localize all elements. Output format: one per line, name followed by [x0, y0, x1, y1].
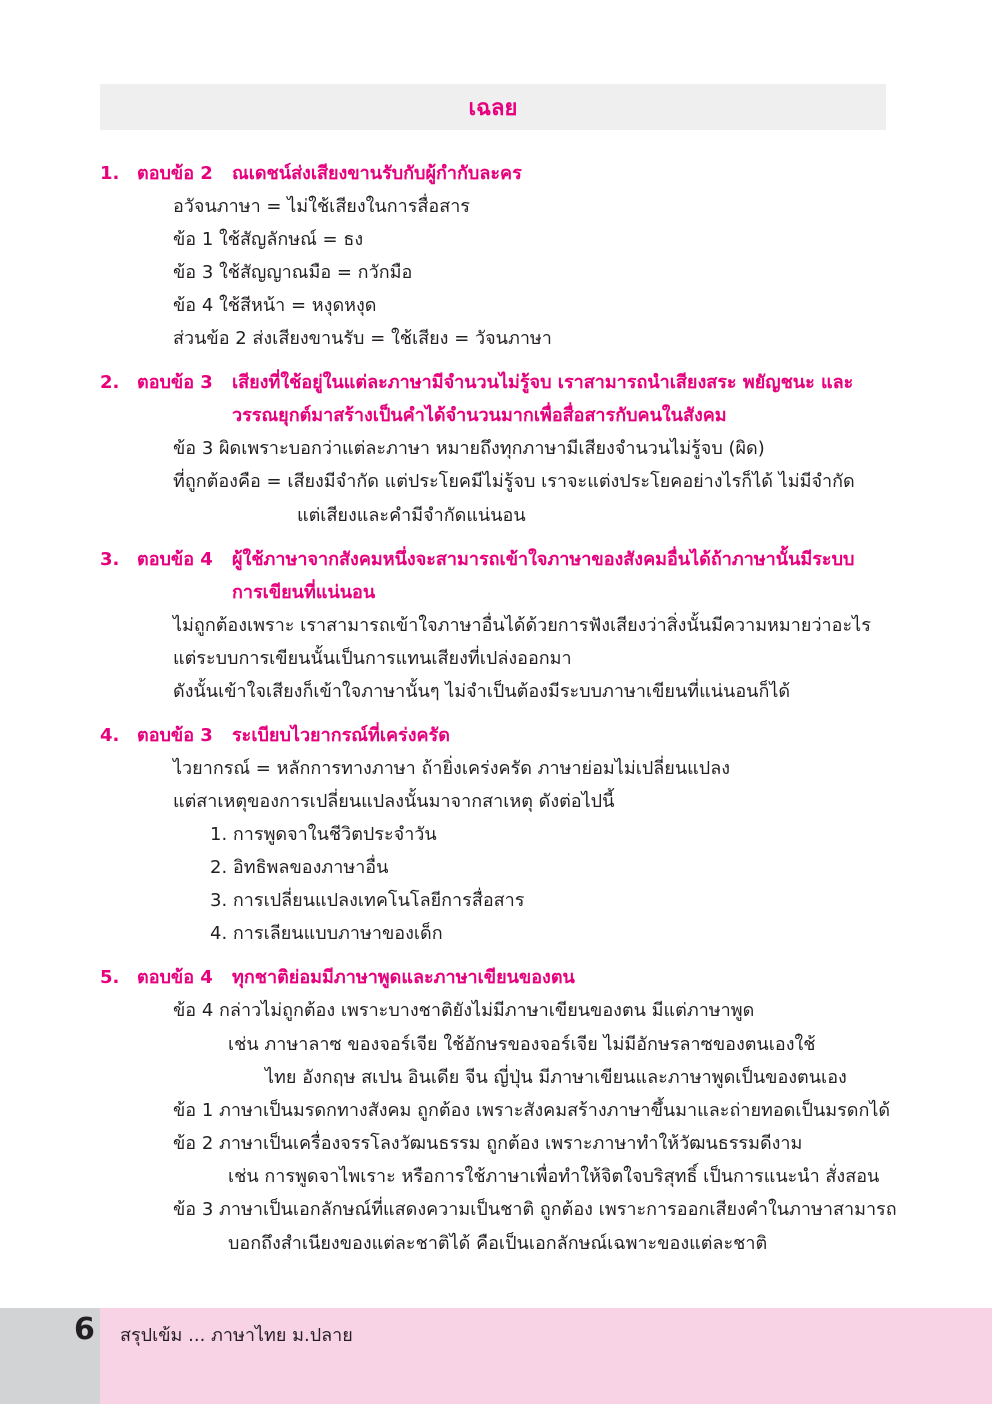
question-number: 4.: [100, 725, 120, 746]
explanation-line: ข้อ 4 ใช้สีหน้า = หงุดหงุด: [173, 295, 377, 316]
explanation-line: ข้อ 2 ภาษาเป็นเครื่องจรรโลงวัฒนธรรม ถูกต้อง เพราะภาษาทำให้วัฒนธรรมดีงาม: [173, 1133, 803, 1154]
answer-text: ทุกชาติย่อมมีภาษาพูดและภาษาเขียนของตน: [232, 967, 575, 988]
answer-text: วรรณยุกต์มาสร้างเป็นคำได้จำนวนมากเพื่อสื่อสารกับคนในสังคม: [232, 405, 727, 426]
explanation-line: บอกถึงสำเนียงของแต่ละชาติได้ คือเป็นเอกลักษณ์เฉพาะของแต่ละชาติ: [228, 1233, 768, 1254]
answer-choice: ตอบข้อ 3: [137, 725, 213, 746]
explanation-line: ข้อ 4 กล่าวไม่ถูกต้อง เพราะบางชาติยังไม่มีภาษาเขียนของตน มีแต่ภาษาพูด: [173, 1000, 755, 1021]
explanation-line: แต่ระบบการเขียนนั้นเป็นการแทนเสียงที่เปล่งออกมา: [173, 648, 572, 669]
list-item: 2. อิทธิพลของภาษาอื่น: [210, 857, 389, 878]
answer-text: การเขียนที่แน่นอน: [232, 582, 376, 603]
answer-key-title-bar: [100, 84, 886, 130]
explanation-line: เช่น ภาษาลาซ ของจอร์เจีย ใช้อักษรของจอร์เจีย ไม่มีอักษรลาซของตนเองใช้: [228, 1034, 816, 1055]
question-number: 1.: [100, 163, 120, 184]
explanation-line: ดังนั้นเข้าใจเสียงก็เข้าใจภาษานั้นๆ ไม่จำเป็นต้องมีระบบภาษาเขียนที่แน่นอนก็ได้: [173, 681, 791, 702]
answer-text: ระเบียบไวยากรณ์ที่เคร่งครัด: [232, 725, 450, 746]
explanation-line: แต่เสียงและคำมีจำกัดแน่นอน: [297, 505, 526, 526]
explanation-line: ข้อ 1 ภาษาเป็นมรดกทางสังคม ถูกต้อง เพราะสังคมสร้างภาษาขึ้นมาและถ่ายทอดเป็นมรดกได้: [173, 1100, 891, 1121]
explanation-line: ที่ถูกต้องคือ = เสียงมีจำกัด แต่ประโยคมีไม่รู้จบ เราจะแต่งประโยคอย่างไรก็ได้ ไม่มีจำกัด: [173, 471, 855, 492]
explanation-line: ข้อ 1 ใช้สัญลักษณ์ = ธง: [173, 229, 364, 250]
answer-choice: ตอบข้อ 4: [137, 549, 213, 570]
explanation-line: เช่น การพูดจาไพเราะ หรือการใช้ภาษาเพื่อทำให้จิตใจบริสุทธิ์ เป็นการแนะนำ สั่งสอน: [228, 1166, 880, 1187]
page-number: 6: [74, 1312, 95, 1347]
question-number: 2.: [100, 372, 120, 393]
answer-choice: ตอบข้อ 3: [137, 372, 213, 393]
explanation-line: ข้อ 3 ใช้สัญญาณมือ = กวักมือ: [173, 262, 413, 283]
explanation-line: ไม่ถูกต้องเพราะ เราสามารถเข้าใจภาษาอื่นได้ด้วยการฟังเสียงว่าสิ่งนั้นมีความหมายว่าอะไร: [173, 615, 871, 636]
explanation-line: ไวยากรณ์ = หลักการทางภาษา ถ้ายิ่งเคร่งครัด ภาษาย่อมไม่เปลี่ยนแปลง: [173, 758, 731, 779]
explanation-line: ไทย อังกฤษ สเปน อินเดีย จีน ญี่ปุ่น มีภาษาเขียนและภาษาพูดเป็นของตนเอง: [265, 1067, 847, 1088]
answer-choice: ตอบข้อ 4: [137, 967, 213, 988]
explanation-line: อวัจนภาษา = ไม่ใช้เสียงในการสื่อสาร: [173, 196, 470, 217]
page-title: เฉลย: [468, 95, 518, 121]
explanation-line: ข้อ 3 ภาษาเป็นเอกลักษณ์ที่แสดงความเป็นชาติ ถูกต้อง เพราะการออกเสียงคำในภาษาสามารถ: [173, 1199, 897, 1220]
list-item: 4. การเลียนแบบภาษาของเด็ก: [210, 923, 443, 944]
book-title: สรุปเข้ม ... ภาษาไทย ม.ปลาย: [120, 1325, 353, 1346]
answer-text: เสียงที่ใช้อยู่ในแต่ละภาษามีจำนวนไม่รู้จบ เราสามารถนำเสียงสระ พยัญชนะ และ: [232, 372, 854, 393]
answer-choice: ตอบข้อ 2: [137, 163, 213, 184]
question-number: 3.: [100, 549, 120, 570]
explanation-line: แต่สาเหตุของการเปลี่ยนแปลงนั้นมาจากสาเหตุ ดังต่อไปนี้: [173, 791, 615, 812]
answer-text: ผู้ใช้ภาษาจากสังคมหนึ่งจะสามารถเข้าใจภาษาของสังคมอื่นได้ถ้าภาษานั้นมีระบบ: [232, 549, 855, 570]
list-item: 1. การพูดจาในชีวิตประจำวัน: [210, 824, 437, 845]
explanation-line: ข้อ 3 ผิดเพราะบอกว่าแต่ละภาษา หมายถึงทุกภาษามีเสียงจำนวนไม่รู้จบ (ผิด): [173, 438, 765, 459]
answer-text: ณเดชน์ส่งเสียงขานรับกับผู้กำกับละคร: [232, 163, 522, 184]
question-number: 5.: [100, 967, 120, 988]
list-item: 3. การเปลี่ยนแปลงเทคโนโลยีการสื่อสาร: [210, 890, 525, 911]
explanation-line: ส่วนข้อ 2 ส่งเสียงขานรับ = ใช้เสียง = วัจนภาษา: [173, 328, 552, 349]
